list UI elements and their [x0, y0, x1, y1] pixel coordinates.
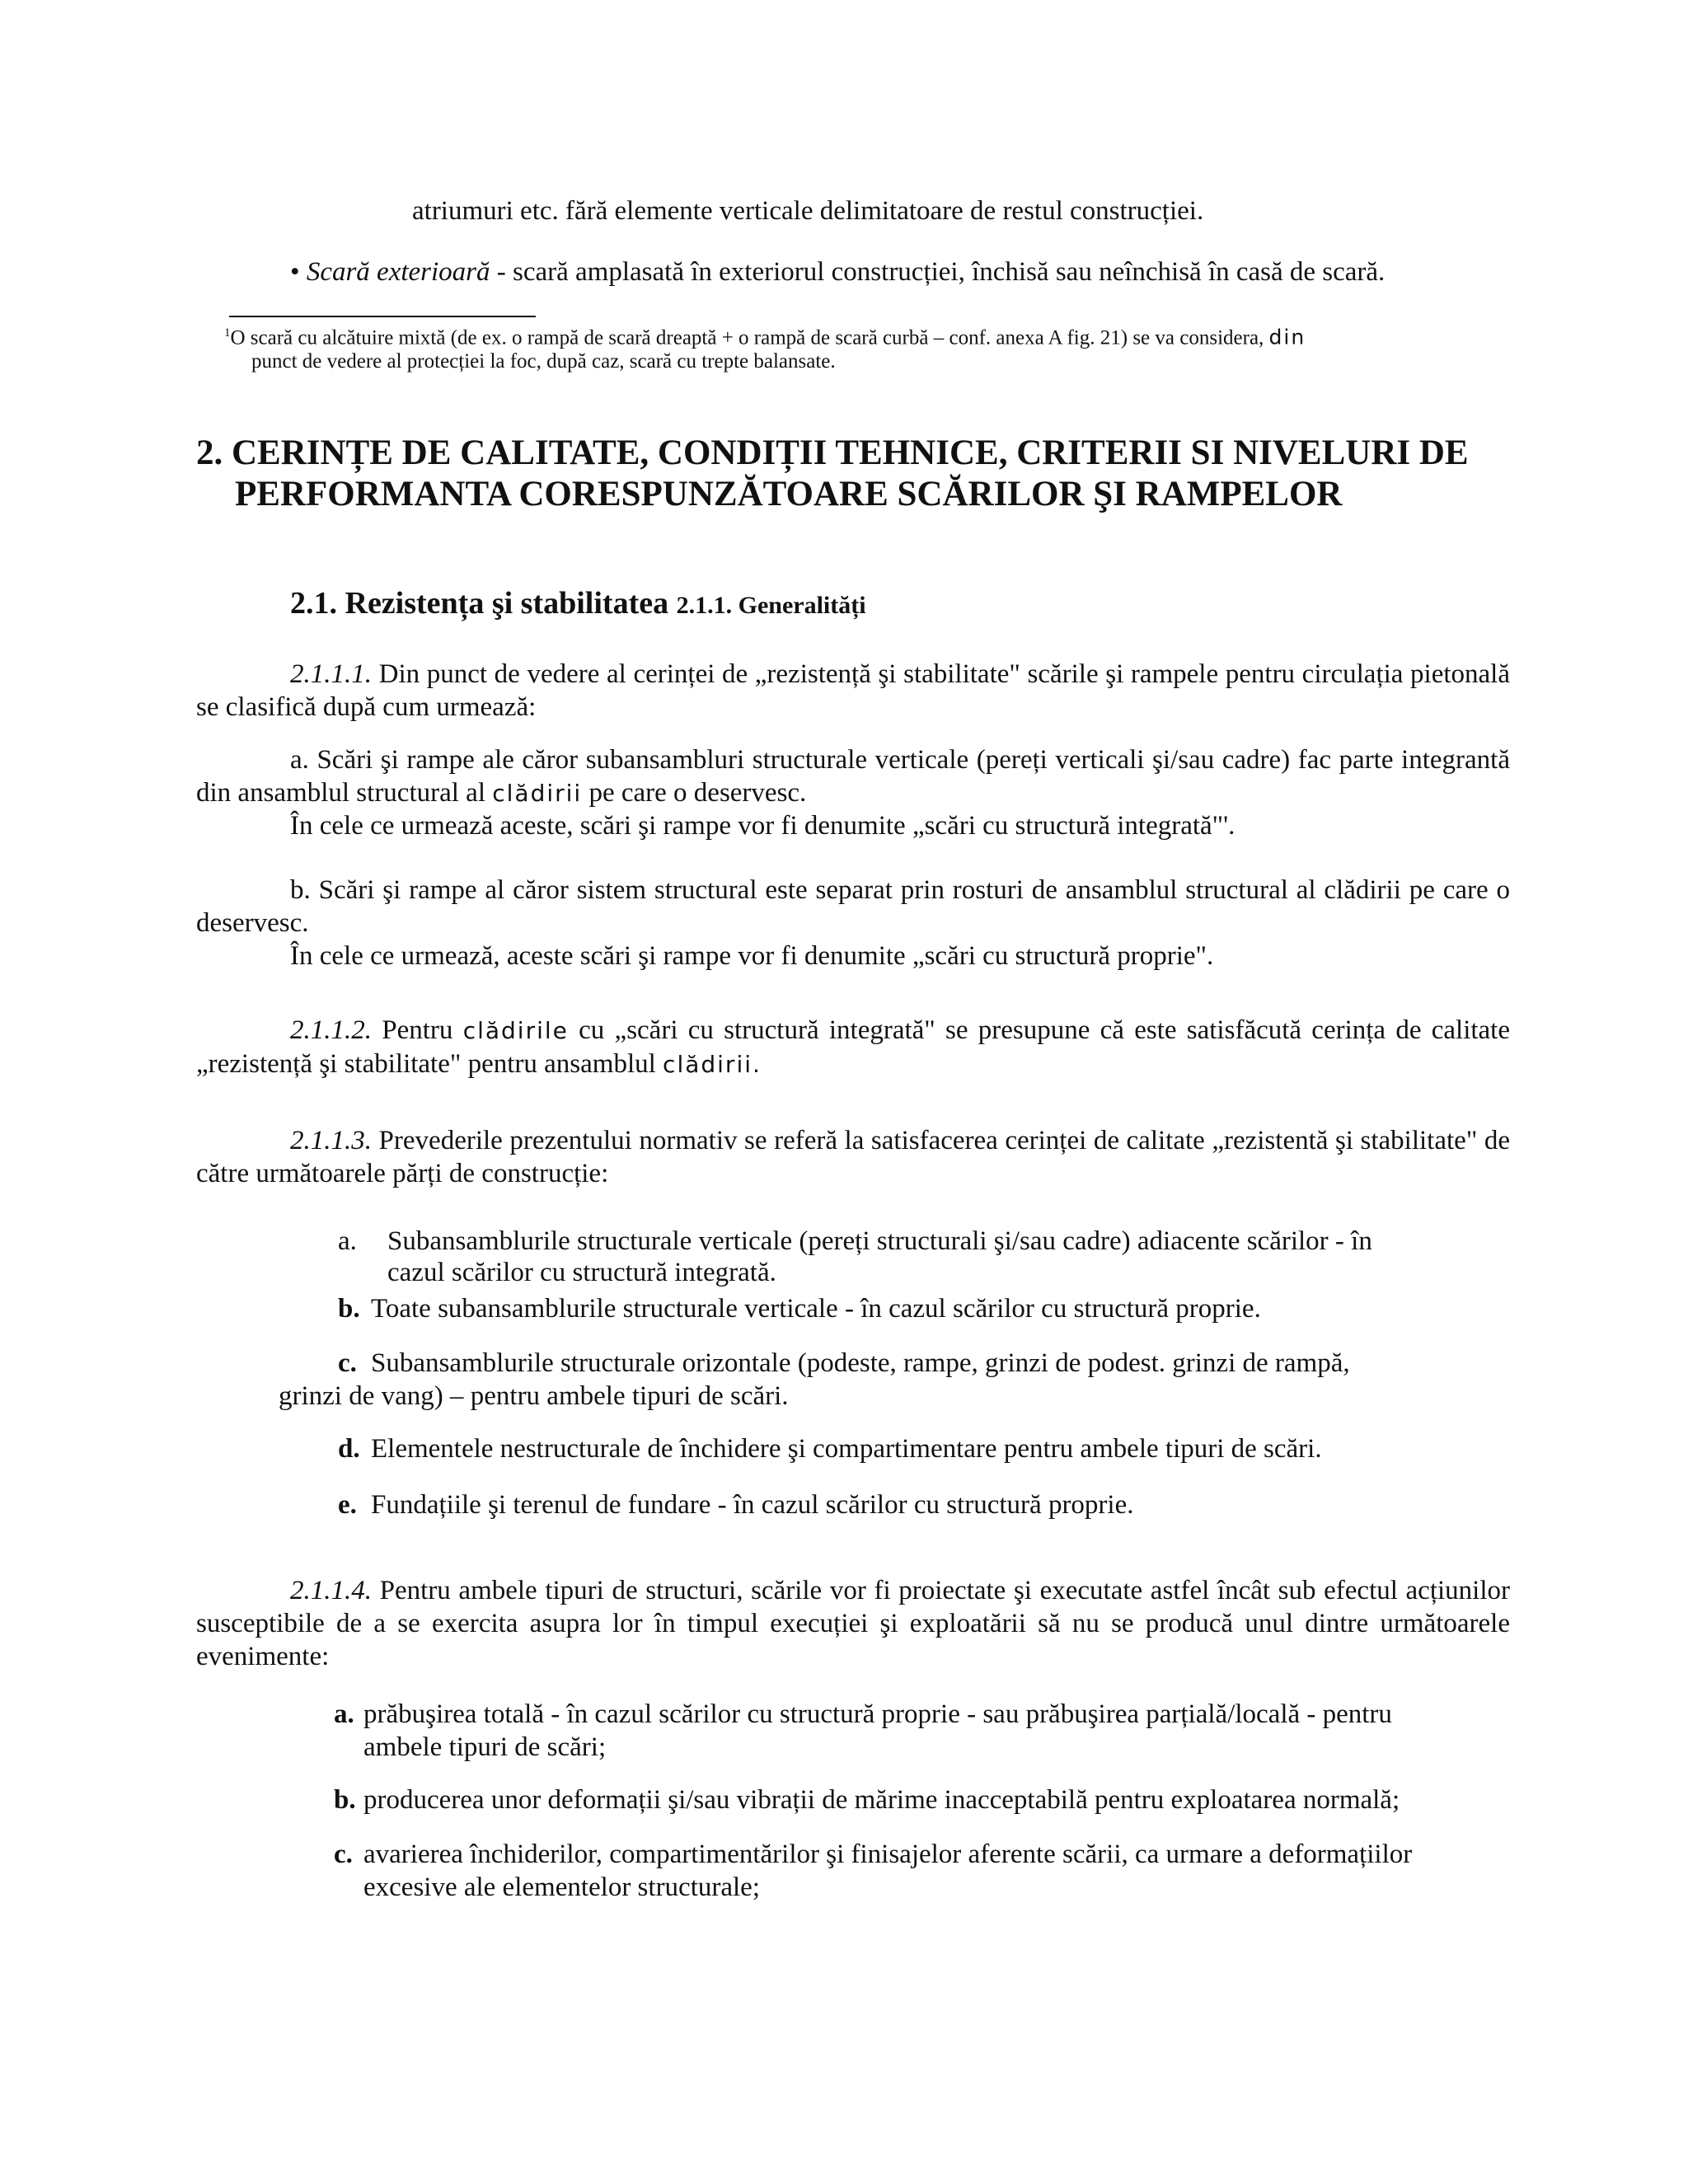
event-item-c: [334, 1838, 1412, 1871]
list-text: Fundațiile şi terenul de fundare - în cazul scărilor cu structură proprie.: [371, 1490, 1134, 1520]
exterior-stair-text: - scară amplasată în exteriorul construcției, închisă sau neînchisă în casă de scară.: [490, 257, 1386, 287]
bullet: •: [290, 257, 300, 287]
list-label: c.: [338, 1348, 357, 1378]
list-text: Elementele nestructurale de închidere şi compartimentare pentru ambele tipuri de scări.: [371, 1434, 1322, 1464]
list-item-a: [338, 1225, 1372, 1258]
list-text: Toate subansamblurile structurale verticale - în cazul scărilor cu structură proprie.: [371, 1294, 1261, 1324]
list-item-d: [338, 1432, 1322, 1465]
footnote-marker: 1: [224, 326, 231, 340]
continuation-line: atriumuri etc. fără elemente verticale delimitatoare de restul construcției.: [412, 196, 1204, 226]
event-item-a-line-2: ambele tipuri de scări;: [363, 1732, 607, 1762]
section-2-1-heading: [290, 585, 866, 621]
footnote-line-1: [224, 320, 1306, 351]
paragraph-2-1-1-1-b: b. Scări şi rampe al căror sistem structural este separat prin rosturi de ansamblul structural al clădirii pe care o deservesc.: [196, 875, 1510, 938]
footnote-text-1: O scară cu alcătuire mixtă (de ex. o rampă de scară dreaptă + o rampă de scară curbă – conf. anexa A fig. 21) se va considera,: [230, 326, 1269, 349]
paragraph-2-1-1-3: [196, 1124, 1510, 1190]
list-text: Subansamblurile structurale orizontale (podeste, rampe, grinzi de podest. grinzi de rampă,: [371, 1348, 1350, 1378]
list-text: producerea unor deformații şi/sau vibrații de mărime inacceptabilă pentru exploatarea normală;: [363, 1785, 1400, 1815]
section-2-1-1-title: 2.1.1. Generalități: [676, 592, 866, 619]
item-a-word: clădirii: [492, 780, 583, 807]
event-item-b: [334, 1783, 1400, 1816]
paragraph-word-2: clădirii.: [663, 1051, 762, 1078]
section-2-heading-line-2: PERFORMANTA CORESPUNZĂTOARE SCĂRILOR ŞI RAMPELOR: [235, 475, 1343, 513]
list-item-c: [338, 1347, 1350, 1380]
paragraph-2-1-1-1-a: [196, 743, 1510, 810]
list-label: d.: [338, 1434, 360, 1464]
paragraph-word-1: clădirile: [462, 1017, 569, 1044]
paragraph-text-a: Pentru: [372, 1015, 463, 1045]
list-label: e.: [338, 1490, 357, 1520]
list-text: avarierea închiderilor, compartimentărilor şi finisajelor aferente scării, ca urmare a deformațiilor: [363, 1840, 1413, 1869]
paragraph-2-1-1-2: [196, 1014, 1510, 1081]
paragraph-number: 2.1.1.2.: [290, 1015, 372, 1045]
list-text: Subansamblurile structurale verticale (pereți structurali şi/sau cadre) adiacente scărilor - în: [387, 1226, 1372, 1256]
list-label: b.: [338, 1294, 360, 1324]
paragraph-2-1-1-4: [196, 1574, 1510, 1673]
paragraph-2-1-1-1-b-note: În cele ce urmează, aceste scări şi rampe vor fi denumite „scări cu structură proprie".: [290, 941, 1214, 971]
footnote-separator: [229, 316, 536, 317]
footnote-line-2: punct de vedere al protecției la foc, după caz, scară cu trepte balansate.: [251, 350, 836, 373]
item-a-text: a. Scări şi rampe ale căror subansambluri structurale verticale (pereți verticali şi/sau cadre) fac parte integrantă din ansamblul structural al: [196, 745, 1510, 808]
footnote-text-din: din: [1268, 325, 1306, 349]
list-label: a.: [334, 1699, 354, 1729]
list-item-e: [338, 1488, 1133, 1521]
exterior-stair-term: Scară exterioară: [306, 257, 490, 287]
exterior-stair-definition: [290, 255, 1385, 288]
paragraph-text-b: cu „scări cu structură integrată" se presupune că este satisfăcută cerința de calitate „rezistență şi stabilitate" pentru ansamblul: [196, 1015, 1510, 1079]
section-2-heading-line-1: 2. CERINȚE DE CALITATE, CONDIȚII TEHNICE, CRITERII SI NIVELURI DE: [196, 434, 1469, 472]
paragraph-text: Pentru ambele tipuri de structuri, scările vor fi proiectate şi executate astfel încât sub efectul acțiunilor susceptibile de a se exercita asupra lor în timpul execuției şi exploatării să nu se producă unul dintre următoarele evenimente:: [196, 1576, 1510, 1671]
paragraph-2-1-1-1: [196, 658, 1510, 724]
list-text: prăbuşirea totală - în cazul scărilor cu structură proprie - sau prăbuşirea parțială/locală - pentru: [363, 1699, 1392, 1729]
list-item-a-line-2: cazul scărilor cu structură integrată.: [387, 1258, 776, 1287]
list-item-c-line-2: grinzi de vang) – pentru ambele tipuri de scări.: [279, 1381, 789, 1411]
event-item-a: [334, 1698, 1392, 1731]
list-label: c.: [334, 1840, 353, 1869]
paragraph-text: Din punct de vedere al cerinței de „rezistență şi stabilitate" scările şi rampele pentru circulația pietonală se clasifică după cum urmează:: [196, 659, 1510, 722]
item-a-end: pe care o deservesc.: [582, 778, 807, 808]
paragraph-number: 2.1.1.1.: [290, 659, 372, 689]
list-label: a.: [338, 1226, 357, 1256]
paragraph-text: Prevederile prezentului normativ se referă la satisfacerea cerinței de calitate „rezistentă şi stabilitate" de către următoarele părți de construcție:: [196, 1126, 1510, 1188]
paragraph-number: 2.1.1.3.: [290, 1126, 372, 1155]
event-item-c-line-2: excesive ale elementelor structurale;: [363, 1872, 760, 1902]
paragraph-2-1-1-1-a-note: În cele ce urmează aceste, scări şi rampe vor fi denumite „scări cu structură integrată"'.: [290, 811, 1236, 841]
list-label: b.: [334, 1785, 356, 1815]
list-item-b: [338, 1292, 1261, 1325]
paragraph-number: 2.1.1.4.: [290, 1576, 372, 1605]
section-2-1-title: 2.1. Rezistența şi stabilitatea: [290, 586, 677, 621]
